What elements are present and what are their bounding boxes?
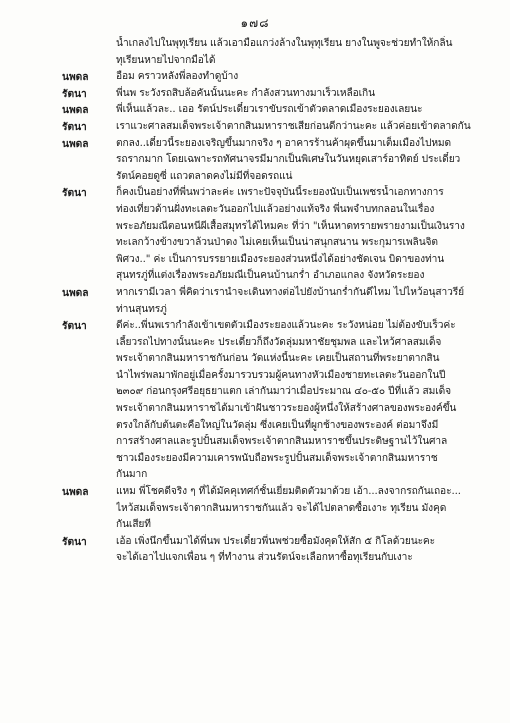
dialogue-line: ไหว้สมเด็จพระเจ้าตากสินมหาราชกันแล้ว จะได้ไปตลาดซื้อเงาะ ทุเรียน มังคุด <box>116 502 447 514</box>
dialogue-text <box>116 484 482 534</box>
dialogue-entry <box>62 534 482 567</box>
dialogue-text <box>116 86 482 103</box>
speaker-name: นพดล <box>62 104 89 117</box>
speaker-name: นพดล <box>62 137 89 150</box>
dialogue-line: ตกลง..เดี๋ยวนี้ระยองเจริญขึ้นมากจริง ๆ อาคารร้านค้าผุดขึ้นมาเต็มเมืองไปหมด <box>116 137 452 149</box>
dialogue-entry <box>62 69 482 86</box>
dialogue-line: ท่านสุนทรภู่ <box>116 303 167 315</box>
dialogue-line: ทุเรียนหายไปจากมือได้ <box>116 54 216 66</box>
speaker-name: นพดล <box>62 486 89 499</box>
dialogue-entry <box>62 102 482 119</box>
dialogue-text <box>116 136 482 186</box>
speaker-name: รัตนา <box>62 187 87 200</box>
dialogue-text <box>116 285 482 318</box>
dialogue-text <box>116 185 482 285</box>
dialogue-entry <box>62 185 482 285</box>
dialogue-line: สุนทรภู่ที่แต่งเรื่องพระอภัยมณีเป็นคนบ้านกร่ำ อำเภอแกลง จังหวัดระยอง <box>116 270 425 282</box>
dialogue-entry <box>62 484 482 534</box>
dialogue-line: การสร้างศาลและรูปปั้นสมเด็จพระเจ้าตากสินมหาราชขึ้นประดิษฐานไว้ในศาล <box>116 436 448 448</box>
dialogue-line: ท่องเที่ยวด้านฝั่งทะเลตะวันออกไปแล้วอย่างแท้จริง พี่นพจำบทกลอนในเรื่อง <box>116 203 435 215</box>
dialogue-text <box>116 318 482 484</box>
speaker-name: รัตนา <box>62 320 87 333</box>
dialogue-line: กันมาก <box>116 469 148 481</box>
dialogue-entry <box>62 86 482 103</box>
dialogue-entry <box>62 36 482 69</box>
dialogue-line: ทะเลกว้างข้างขวาล้วนป่าดง ไม่เคยเห็นเป็นน่าสนุกสนาน พระกุมารเพลินจิต <box>116 237 438 249</box>
dialogue-line: แหม พี่โชคดีจริง ๆ ที่ได้มัคคุเทศก์ชั้นเยี่ยมติดตัวมาด้วย เอ้า...ลงจากรถกันเถอะ... <box>116 486 461 498</box>
dialogue-line: พระเจ้าตากสินมหาราชได้มาเข้าฝันชาวระยองผู้หนึ่งให้สร้างศาลของพระองค์ขึ้น <box>116 403 457 415</box>
dialogue-line: พี่นพ ระวังรถสิบล้อคันนั้นนะคะ กำลังสวนทางมาเร็วเหลือเกิน <box>116 87 375 99</box>
dialogue-script <box>62 36 482 567</box>
dialogue-line: จะได้เอาไปแจกเพื่อน ๆ ที่ทำงาน ส่วนรัตน์จะเลือกหาซื้อทุเรียนกับเงาะ <box>116 552 413 564</box>
dialogue-line: ตรงใกล้กับต้นตะคือใหญ่ในวัดลุ่ม ซึ่งเคยเป็นที่ผูกช้างของพระองค์ ต่อมาจึงมี <box>116 419 439 431</box>
dialogue-entry <box>62 119 482 136</box>
dialogue-text <box>116 36 482 69</box>
dialogue-text <box>116 119 482 136</box>
dialogue-line: ก็คงเป็นอย่างที่พี่นพว่าละค่ะ เพราะปัจจุบันนี้ระยองนับเป็นเพชรน้ำเอกทางการ <box>116 187 444 199</box>
dialogue-line: นำไพร่พลมาพักอยู่เมื่อครั้งมารวบรวมผู้คนทางหัวเมืองชายทะเลตะวันออกในปี <box>116 369 446 381</box>
speaker-name: รัตนา <box>62 535 87 548</box>
dialogue-line: รัตน์คอยดูซี่ แถวตลาดคงไม่มีที่จอดรถแน่ <box>116 170 293 182</box>
dialogue-line: หากเรามีเวลา พี่คิดว่าเรานำจะเดินทางต่อไปยังบ้านกร่ำกันดีไหม ไปไหว้อนุสาวรีย์ <box>116 286 465 298</box>
dialogue-entry <box>62 318 482 484</box>
dialogue-line: อือม คราวหลังพี่ลองทำดูบ้าง <box>116 71 239 83</box>
dialogue-line: น้ำเกลงไปในพุทุเรียน แล้วเอามือแกว่งล้างในพุทุเรียน ยางในพูจะช่วยทำให้กลิ่น <box>116 38 453 49</box>
page-number: ๑๗๘ <box>240 16 270 30</box>
dialogue-line: เราแวะศาลสมเด็จพระเจ้าตากสินมหาราชเสียก่อนดีกว่านะคะ แล้วค่อยเข้าตลาดกัน <box>116 120 471 132</box>
speaker-name: รัตนา <box>62 120 87 133</box>
dialogue-line: รถรากมาก โดยเฉพาะรถทัศนาจรมีมากเป็นพิเศษในวันหยุดเสาร์อาทิตย์ ประเดี๋ยว <box>116 154 461 166</box>
speaker-name: รัตนา <box>62 87 87 100</box>
dialogue-line: กันเสียที <box>116 519 151 531</box>
dialogue-line: พี่เห็นแล้วละ.. เออ รัตน์ประเดี๋ยวเราขับรถเข้าตัวตลาดเมืองระยองเลยนะ <box>116 104 423 116</box>
dialogue-text <box>116 69 482 86</box>
dialogue-text <box>116 102 482 119</box>
speaker-name: นพดล <box>62 71 89 84</box>
dialogue-line: พระเจ้าตากสินมหาราชกันก่อน วัดแห่งนี้นะคะ เคยเป็นสถานที่พระยาตากสิน <box>116 353 440 365</box>
dialogue-line: ดีค่ะ..พี่นพเรากำลังเข้าเขตตัวเมืองระยองแล้วนะคะ ระวังหน่อย ไม่ต้องขับเร็วค่ะ <box>116 320 456 332</box>
dialogue-line: เอ้อ เพิ่งนึกขึ้นมาได้พี่นพ ประเดี๋ยวพี่นพช่วยซื้อมังคุดให้สัก ๕ กิโลด้วยนะคะ <box>116 535 436 547</box>
dialogue-line: พระอภัยมณีตอนหนีผีเสื้อสมุทรได้ไหมคะ ที่ว่า "เห็นหาดทรายพรายงามเป็นเงินราง <box>116 220 465 232</box>
dialogue-entry <box>62 285 482 318</box>
dialogue-line: ชาวเมืองระยองมีความเคารพนับถือพระรูปปั้นสมเด็จพระเจ้าตากสินมหาราช <box>116 452 438 464</box>
dialogue-entry <box>62 136 482 186</box>
dialogue-line: พิศวง.." ค่ะ เป็นการบรรยายเมืองระยองส่วนหนึ่งได้อย่างชัดเจน บิดาของท่าน <box>116 253 445 265</box>
dialogue-line: เลี้ยวรถไปทางนั้นนะคะ ประเดี๋ยวก็ถึงวัดลุ่มมหาชัยชุมพล และไหว้ศาลสมเด็จ <box>116 336 442 348</box>
dialogue-text <box>116 534 482 567</box>
speaker-name: นพดล <box>62 286 89 299</box>
dialogue-line: ๒๓๐๙ ก่อนกรุงศรีอยุธยาแตก เล่ากันมาว่าเมื่อประมาณ ๔๐-๕๐ ปีที่แล้ว สมเด็จ <box>116 386 451 398</box>
